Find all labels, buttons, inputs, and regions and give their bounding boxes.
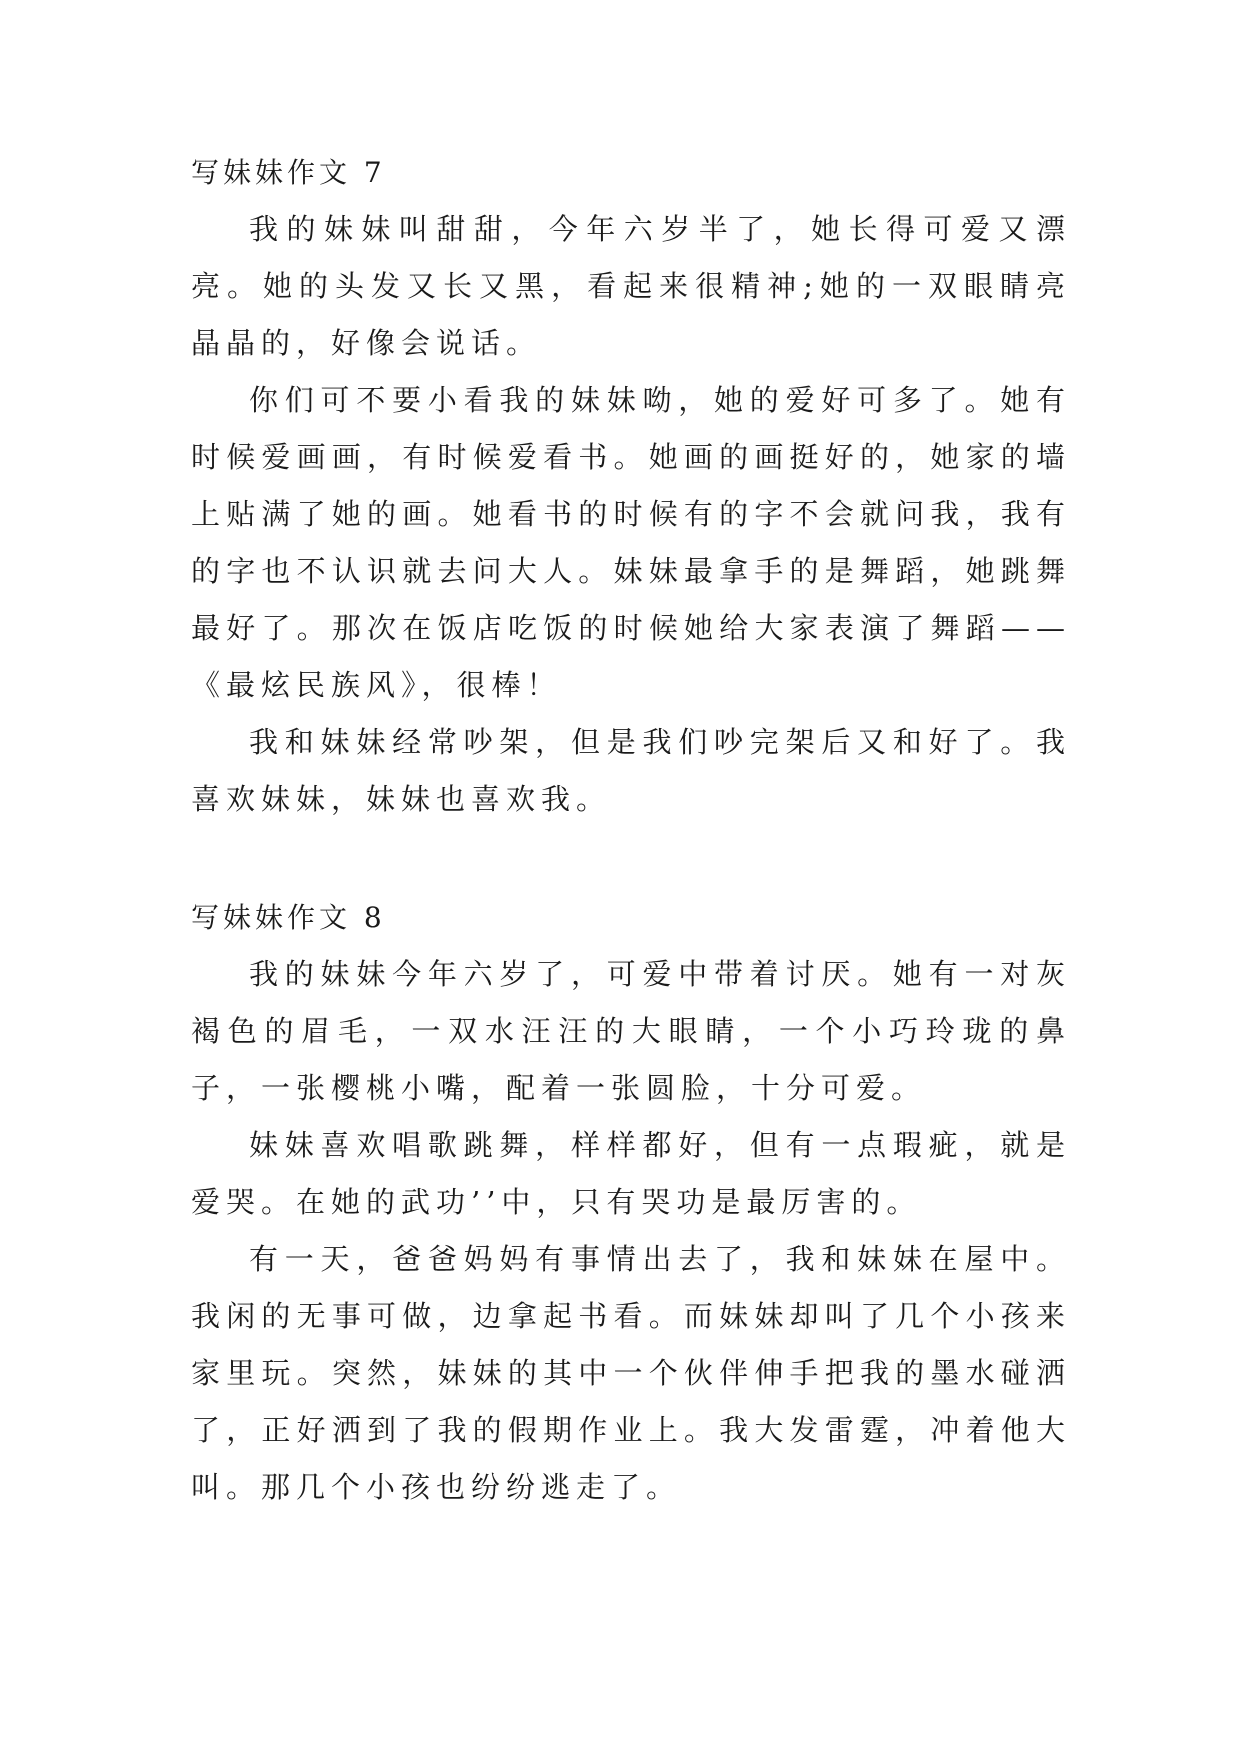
essay-paragraph: 妹妹喜欢唱歌跳舞，样样都好，但有一点瑕疵，就是爱哭。在她的武功’’中，只有哭功是最厉害的。	[191, 1128, 1071, 1219]
essay-title: 写妹妹作文 8	[191, 901, 386, 934]
essay-paragraph: 我的妹妹今年六岁了，可爱中带着讨厌。她有一对灰褐色的眉毛，一双水汪汪的大眼睛，一个小巧玲珑的鼻子，一张樱桃小嘴，配着一张圆脸，十分可爱。	[191, 957, 1071, 1105]
essay-8	[191, 890, 1071, 1516]
essay-paragraph: 有一天，爸爸妈妈有事情出去了，我和妹妹在屋中。我闲的无事可做，边拿起书看。而妹妹却叫了几个小孩来家里玩。突然，妹妹的其中一个伙伴伸手把我的墨水碰洒了，正好洒到了我的假期作业上。我大发雷霆，冲着他大叫。那几个小孩也纷纷逃走了。	[191, 1242, 1071, 1504]
essay-title: 写妹妹作文 7	[191, 156, 386, 189]
essay-paragraph: 我的妹妹叫甜甜，今年六岁半了，她长得可爱又漂亮。她的头发又长又黑，看起来很精神;她的一双眼睛亮晶晶的，好像会说话。	[191, 212, 1071, 360]
essay-7	[191, 145, 1071, 828]
document-page	[191, 145, 1071, 1516]
essay-paragraph: 你们可不要小看我的妹妹呦，她的爱好可多了。她有时候爱画画，有时候爱看书。她画的画挺好的，她家的墙上贴满了她的画。她看书的时候有的字不会就问我，我有的字也不认识就去问大人。妹妹最拿手的是舞蹈，她跳舞最好了。那次在饭店吃饭的时候她给大家表演了舞蹈——《最炫民族风》，很棒！	[191, 383, 1071, 702]
essay-paragraph: 我和妹妹经常吵架，但是我们吵完架后又和好了。我喜欢妹妹，妹妹也喜欢我。	[191, 725, 1071, 816]
